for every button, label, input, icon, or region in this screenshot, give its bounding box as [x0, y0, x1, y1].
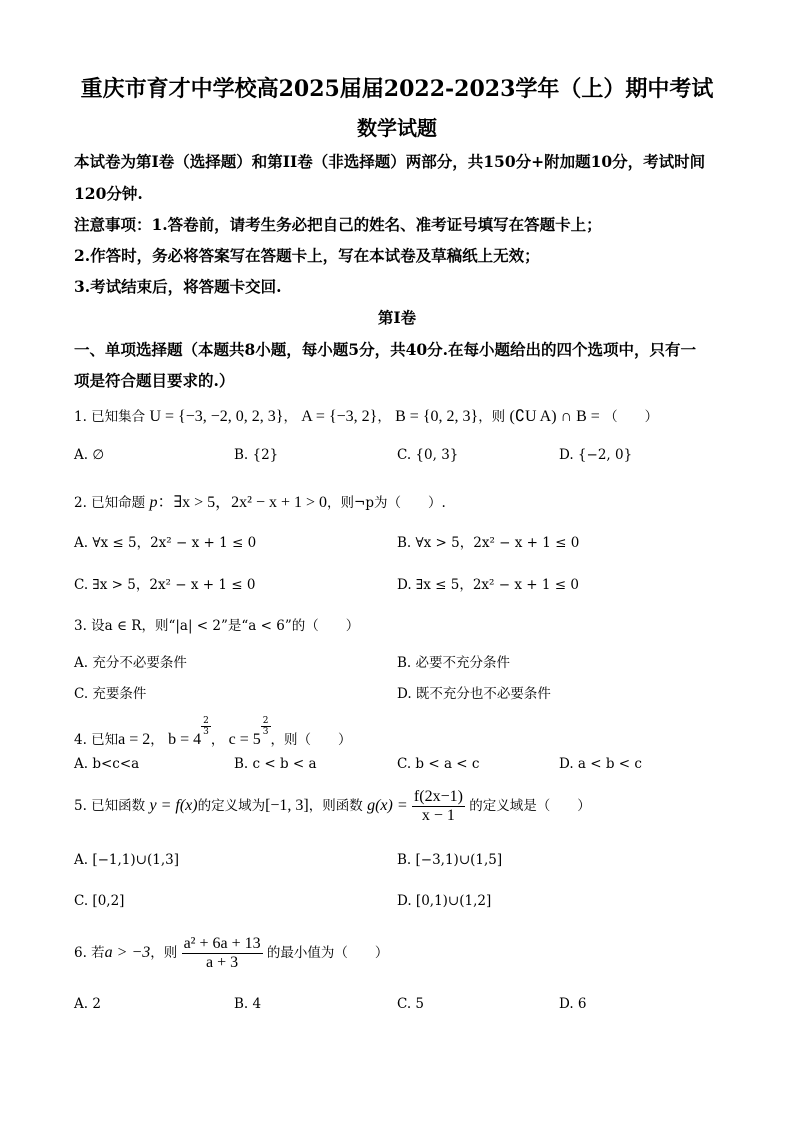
question-6-stem: [74, 935, 388, 972]
question-2-stem: [74, 489, 446, 512]
q6-denominator: a + 3: [206, 954, 239, 971]
question-1-stem: 1. 已知集合 U = {−3, −2, 0, 2, 3}， A = {−3, 2}， B = {0, 2, 3}，则 (∁U A) ∩ B = （ ）: [74, 408, 659, 425]
q6-option-a: A. 2: [74, 996, 101, 1012]
q5-option-a: A. [−1,1)∪(1,3]: [74, 852, 179, 868]
q6-option-c: C. 5: [397, 996, 425, 1012]
q5-option-d: D. [0,1)∪(1,2]: [397, 893, 492, 909]
q5-f: y = f(x): [149, 797, 198, 814]
q4-b: b = 4: [168, 731, 202, 748]
q2-cond: ：∃x > 5，2x² − x + 1 > 0: [157, 494, 328, 511]
q5-denominator: x − 1: [421, 807, 455, 824]
q5-numerator: f(2x−1): [413, 788, 463, 805]
q6-option-b: B. 4: [234, 996, 262, 1012]
q1-option-c: C. {0, 3}: [397, 447, 459, 463]
q2-tail: ，则¬p为（ ）.: [327, 495, 446, 511]
q4-b-exponent: $\frac{2}{3}$: [203, 716, 209, 737]
q1-ask: ，则: [478, 409, 506, 425]
note-3: 3.考试结束后，将答题卡交回.: [74, 277, 282, 296]
q2-option-d: D. ∃x ≤ 5，2x² − x + 1 ≤ 0: [397, 577, 579, 593]
q1-prefix: 1. 已知集合: [74, 409, 146, 425]
q4-option-b: B. c < b < a: [234, 756, 317, 772]
section-heading-2: 项是符合题目要求的.）: [74, 371, 235, 390]
note-1: 注意事项：1.答卷前，请考生务必把自己的姓名、准考证号填写在答题卡上；: [74, 215, 602, 234]
q1-paren: （ ）: [604, 409, 659, 425]
q5-domain: [−1, 3]: [265, 797, 309, 814]
q5-tail: 的定义域是（ ）: [469, 798, 591, 814]
q2-option-c: C. ∃x > 5，2x² − x + 1 ≤ 0: [74, 577, 256, 593]
q4-tail: ，则（ ）: [270, 732, 352, 748]
q4-option-d: D. a < b < c: [559, 756, 642, 772]
q2-prefix: 2. 已知命题: [74, 495, 146, 511]
q5-mid2: ，则函数: [308, 798, 363, 814]
q1-set-u: U = {−3, −2, 0, 2, 3}: [149, 408, 284, 425]
q4-prefix: 4. 已知: [74, 732, 119, 748]
q1-set-b: B = {0, 2, 3}: [395, 408, 479, 425]
q6-tail: 的最小值为（ ）: [266, 945, 389, 961]
q1-option-a: A. ∅: [74, 447, 105, 463]
q6-numerator: a² + 6a + 13: [183, 935, 261, 952]
note-2: 2.作答时，务必将答案写在答题卡上，写在本试卷及草稿纸上无效；: [74, 246, 540, 265]
q5-g: g(x) =: [367, 797, 408, 814]
section-heading-1: 一、单项选择题（本题共8小题，每小题5分，共40分.在每小题给出的四个选项中，只有一: [74, 340, 697, 359]
q3-option-b: B. 必要不充分条件: [397, 655, 511, 671]
q6-cond: a > −3: [104, 944, 151, 961]
q1-set-a: A = {−3, 2}: [301, 408, 378, 425]
q1-expr: (∁U A) ∩ B =: [509, 408, 600, 425]
question-4-stem: 4. 已知a = 2， b = 4 $\frac{2}{3}$ ， c = 5 $\frac{2}{3}$ ，则（ ）: [74, 716, 352, 748]
q5-mid: 的定义域为: [197, 798, 266, 814]
q1-option-b: B. {2}: [234, 447, 279, 463]
q2-p: p: [149, 494, 158, 511]
q6-prefix: 6. 若: [74, 945, 105, 961]
section-label: 第I卷: [377, 308, 417, 327]
q3-option-d: D. 既不充分也不必要条件: [397, 686, 551, 702]
q4-option-a: A. b<c<a: [74, 756, 140, 772]
q6-option-d: D. 6: [559, 996, 587, 1012]
intro-line-1: 本试卷为第I卷（选择题）和第II卷（非选择题）两部分，共150分+附加题10分，考试时间: [74, 152, 706, 171]
q2-option-b: B. ∀x > 5，2x² − x + 1 ≤ 0: [397, 535, 580, 551]
q6-fraction: [182, 935, 263, 972]
q5-option-b: B. [−3,1)∪(1,5]: [397, 852, 503, 868]
q4-c: c = 5: [228, 731, 261, 748]
q4-c-exponent: $\frac{2}{3}$: [262, 716, 269, 737]
q1-option-d: D. {−2, 0}: [559, 447, 633, 463]
question-5-stem: [74, 788, 591, 825]
q6-mid: ，则: [150, 945, 178, 961]
exam-subtitle: 数学试题: [357, 116, 437, 140]
exam-title: 重庆市育才中学校高2025届届2022-2023学年（上）期中考试: [80, 76, 714, 102]
q3-option-a: A. 充分不必要条件: [74, 655, 187, 671]
q4-a: a = 2: [118, 731, 151, 748]
q5-option-c: C. [0,2]: [74, 893, 125, 909]
q3-option-c: C. 充要条件: [74, 686, 147, 702]
q5-fraction: [412, 788, 465, 825]
intro-line-2: 120分钟.: [74, 184, 143, 203]
q4-option-c: C. b < a < c: [397, 756, 480, 772]
question-3-stem: 3. 设a ∈ R，则“|a| < 2”是“a < 6”的（ ）: [74, 618, 360, 634]
q2-option-a: A. ∀x ≤ 5，2x² − x + 1 ≤ 0: [74, 535, 257, 551]
q5-prefix: 5. 已知函数: [74, 798, 146, 814]
